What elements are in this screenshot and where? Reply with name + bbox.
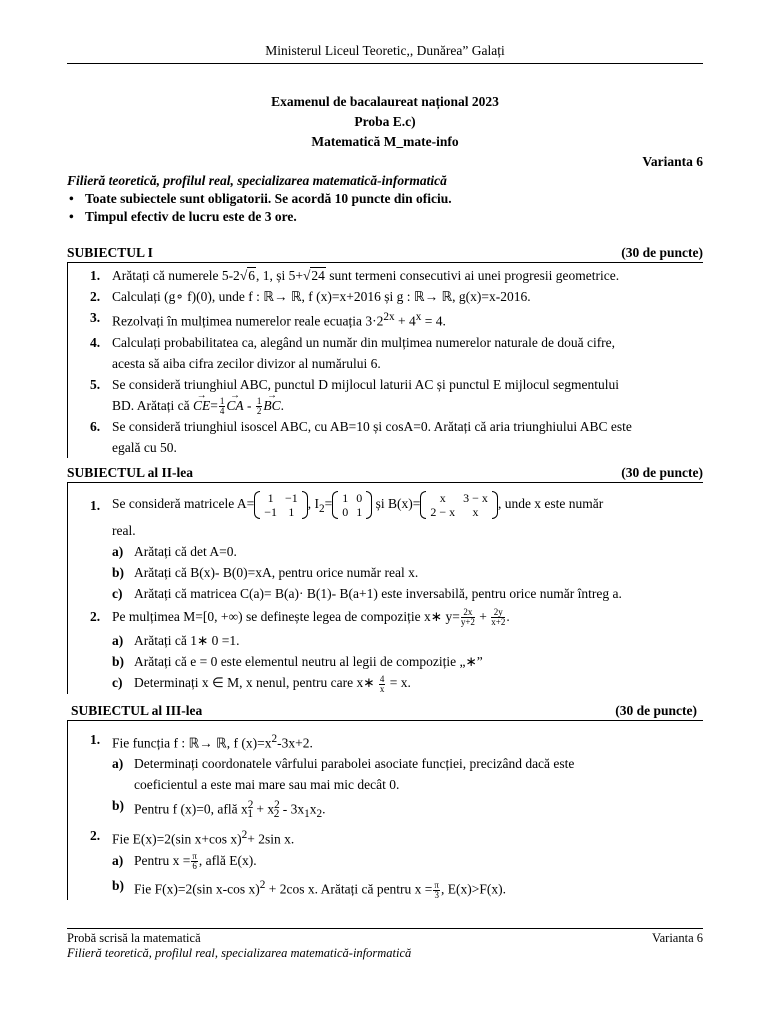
problem-1-5: 5. Se consideră triunghiul ABC, punctul D mijlocul laturii AC și punctul E mijlocul segmentului BD. Arătați că → CE= $\frac{1}{4}$ → CA - $\frac{1}{2}$ → BC.: [90, 374, 703, 416]
problem-2-1: 1. Se consideră matricele A= 1 −1 −1 1 , $I_2=$ 1 0 0 1 și B(x)= x 3 − x 2 − x x , unde x este număr: [90, 490, 604, 519]
section-2-title: SUBIECTUL al II-lea: [67, 464, 194, 480]
page-footer: [67, 928, 703, 961]
matrix-a: 1 −1 −1 1: [254, 491, 308, 519]
problem-3-1: 1. Fie funcția f : ℝ→ ℝ, f $(x)=x^2-3x+2$.: [90, 731, 313, 750]
institution-header: Ministerul Liceul Teoretic,, Dunărea” Galați: [265, 43, 505, 58]
exam-titles: [67, 92, 703, 152]
exam-title: Examenul de bacalaureat național 2023: [271, 94, 499, 109]
document-page: [67, 0, 703, 1024]
problem-3-2: 2. Fie E(x)=2(sin x+cos x)$^2$+ 2sin x.: [90, 828, 295, 847]
section-3-title: SUBIECTUL al III-lea: [71, 702, 203, 718]
section-3-header: [67, 702, 703, 721]
matrix-i2: 1 0 0 1: [332, 491, 372, 519]
problem-1-3: 3. Rezolvați în mulțimea numerelor reale ecuația $3\cdot 2^{2x} + 4^x = 4$.: [90, 310, 446, 329]
problem-3-1-b: b) Pentru f (x)=0, află $x^2_1 + x^2_2 - 3x_1x_2$.: [112, 798, 326, 821]
section-3-points: (30 de puncte): [615, 702, 697, 718]
proba-title: Proba E.c): [354, 114, 416, 129]
section-2-header: [67, 464, 703, 483]
section-1-title: SUBIECTUL I: [67, 245, 153, 260]
problem-2-1-a: a) Arătați că det A=0.: [112, 543, 237, 559]
problem-2-2-a: a) Arătați că 1∗ 0 =1.: [112, 633, 240, 649]
problem-2-2: 2. Pe mulțimea M=[0, +∞) se definește legea de compoziție x∗ y= $\frac{2x}{y+2}$ + $\frac{2y}{x+2}$ .: [90, 607, 510, 628]
problem-3-2-b: b) Fie F(x)=2(sin x-cos x)$^2$ + 2cos x. Arătați că pentru x = $\frac{\pi}{3}$ , E(x)>F(x).: [112, 878, 506, 900]
problem-1-6: 6. Se consideră triunghiul isoscel ABC, cu AB=10 și cosA=0. Arătați că aria triunghiului ABC este egală cu 50.: [90, 418, 632, 455]
header-divider: [67, 63, 703, 64]
section-1-points: (30 de puncte): [621, 245, 703, 260]
section-1-header: [67, 244, 703, 263]
problem-2-2-c: c) Determinați x ∈ M, x nenul, pentru care x∗ $\frac{4}{x}$ = x.: [112, 673, 411, 694]
subject-title: Matematică M_mate-info: [311, 134, 459, 149]
problem-1-1: 1. Arătați că numerele 5-2√6, 1, și 5+√24 sunt termeni consecutivi ai unei progresii geometrice.: [90, 268, 620, 283]
problem-2-2-b: b) Arătați că e = 0 este elementul neutru al legii de compoziție „∗”: [112, 654, 483, 670]
section-3-body: [67, 721, 703, 901]
rules-list: [67, 190, 703, 226]
problem-2-1-c: c) Arătați că matricea C(a)= B(a)· B(1)- B(a+1) este inversabilă, pentru orice număr întreg a.: [112, 585, 622, 601]
problem-3-1-a: a) Determinați coordonatele vârfului parabolei asociate funcției, precizând dacă este coeficientul a este mai mare sau mai mic decât 0.: [112, 756, 575, 792]
problem-1-2: 2. Calculați (g∘ f)(0), unde f : ℝ→ ℝ, f (x)=x+2016 și g : ℝ→ ℝ, g(x)=x-2016.: [90, 289, 531, 304]
filiera-text: Filieră teoretică, profilul real, specializarea matematică-informatică: [67, 173, 447, 188]
matrix-b: x 3 − x 2 − x x: [420, 491, 498, 519]
variant-label: Varianta 6: [642, 154, 703, 169]
section-2-body: [67, 483, 703, 694]
rule-item: • Toate subiectele sunt obligatorii. Se acordă 10 puncte din oficiu.: [69, 191, 452, 206]
section-1-body: [67, 263, 703, 458]
section-2-points: (30 de puncte): [621, 464, 703, 480]
footer-left: Probă scrisă la matematică: [67, 931, 201, 945]
rule-item: • Timpul efectiv de lucru este de 3 ore.: [69, 209, 297, 224]
problem-1-4: 4. Calculați probabilitatea ca, alegând un număr din mulțimea numerelor naturale de două cifre, acesta să aiba cifra zecilor divizor al numărului 6.: [90, 334, 616, 371]
problem-2-1-cont: real.: [112, 522, 136, 538]
footer-variant: Varianta 6: [651, 931, 703, 945]
problem-3-2-a: a) Pentru x = $\frac{\pi}{6}$ , află E(x).: [112, 851, 257, 872]
footer-filiera: Filieră teoretică, profilul real, specializarea matematică-informatică: [67, 946, 412, 960]
problem-2-1-b: b) Arătați că B(x)- B(0)=xA, pentru orice număr real x.: [112, 564, 419, 580]
